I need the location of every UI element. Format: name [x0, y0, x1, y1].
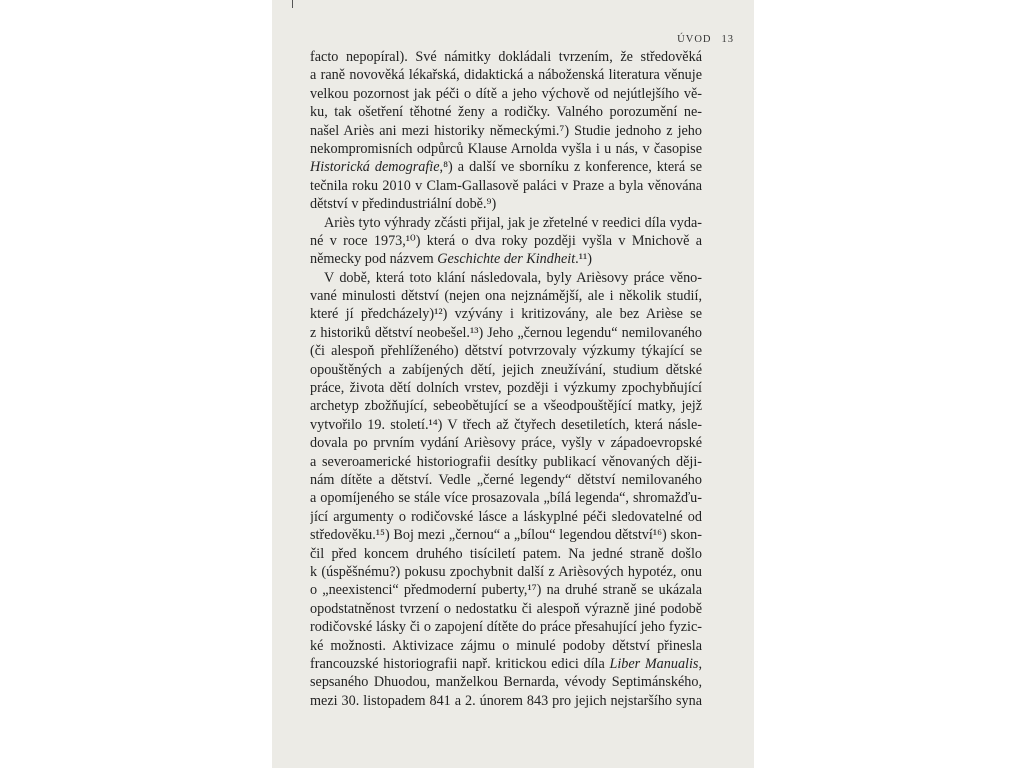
- text-line: [310, 692, 702, 710]
- text-line-content: francouzské historiografii např. kritickou edici díla Liber Manualis,: [310, 655, 702, 672]
- text-line-content: Ariès tyto výhrady zčásti přijal, jak je zřetelné v reedici díla vydа-: [324, 214, 702, 231]
- text-line-content: sepsaného Dhuodou, manželkou Bernarda, vévody Septimánského,: [310, 674, 702, 691]
- text-line-content: o „neexistenci“ předmoderní puberty,¹⁷) na druhé straně se ukázala: [310, 582, 702, 599]
- text-line-content: ku, tak ošetření těhotné ženy a rodičky. Valného porozumění ne-: [310, 104, 702, 121]
- text-line-content: dětství v předindustriální době.⁹): [310, 196, 497, 213]
- text-line: [310, 416, 702, 434]
- text-line: [310, 361, 702, 379]
- text-line: [310, 287, 702, 305]
- text-line: [310, 324, 702, 342]
- text-line-content: opodstatněnost tvrzení o nedostatku či alespoň výrazně jiné podobě: [310, 600, 702, 617]
- page-edge-mark: [292, 0, 293, 8]
- text-line-content: rodičovské lásky či o zapojení dítěte do práce přesahující jeho fyzic-: [310, 619, 702, 636]
- text-line: [310, 618, 702, 636]
- text-line: [310, 214, 702, 232]
- text-line: [310, 453, 702, 471]
- text-line: [310, 66, 702, 84]
- book-page: [272, 0, 754, 768]
- text-line-content: opouštěných a zabíjených dětí, jejich zneužívání, studium dětské: [310, 361, 702, 378]
- text-line: [310, 48, 702, 66]
- text-line-content: archetyp zbožňující, sebeobětující se a všeodpouštějící matky, jejž: [310, 398, 702, 415]
- text-line: [310, 637, 702, 655]
- text-line-content: našel Ariès ani mezi historiky německými.⁷) Studie jednoho z jeho: [310, 122, 702, 139]
- text-line: [310, 103, 702, 121]
- text-line: [310, 269, 702, 287]
- text-line-content: Historická demografie,⁸) a další ve sborníku z konference, která se: [310, 159, 702, 176]
- text-line: [310, 158, 702, 176]
- text-line: [310, 526, 702, 544]
- text-line: [310, 489, 702, 507]
- text-line: [310, 655, 702, 673]
- text-line-content: nekompromisních odpůrců Klause Arnolda vyšla i u nás, v časopise: [310, 140, 702, 157]
- text-line-content: k (úspěšnému?) pokusu zpochybnit další z Arièsových hypotéz, onu: [310, 563, 702, 580]
- text-line: [310, 85, 702, 103]
- text-line: [310, 250, 702, 268]
- text-line: [310, 195, 702, 213]
- text-line-content: a severoamerické historiografii desítky publikací věnovaných ději-: [310, 453, 702, 470]
- text-line: [310, 305, 702, 323]
- text-line-content: vané minulosti dětství (nejen ona nejznámější, ale i několik studií,: [310, 288, 702, 305]
- text-line: [310, 379, 702, 397]
- text-line: [310, 140, 702, 158]
- text-line-content: tečnila roku 2010 v Clam-Gallasově paláci v Praze a byla věnována: [310, 177, 702, 194]
- text-line: [310, 581, 702, 599]
- text-line-content: jící argumenty o rodičovské lásce a láskyplné péči sledovatelné od: [310, 508, 702, 525]
- text-line-content: vytvořilo 19. století.¹⁴) V třech až čtyřech desetiletích, která násle-: [310, 416, 702, 433]
- text-line-content: V době, která toto klání následovala, byly Arièsovy práce věno-: [324, 269, 702, 286]
- text-line: [310, 545, 702, 563]
- text-line-content: (či alespoň přehlíženého) dětství potvrzovaly výzkumy týkající se: [310, 343, 702, 360]
- text-line-content: a opomíjeného se stále více prosazovala „bílá legenda“, shromažďu-: [310, 490, 702, 507]
- text-line-content: facto nepopíral). Své námitky dokládali tvrzením, že středověká: [310, 49, 702, 65]
- page-body-text: [310, 48, 702, 710]
- text-line: [310, 508, 702, 526]
- text-line: [310, 563, 702, 581]
- text-line: [310, 232, 702, 250]
- text-line-content: které jí předcházely)¹²) vzývány i kritizovány, ale bez Arièse se: [310, 306, 702, 323]
- text-line-content: z historiků dětství neobešel.¹³) Jeho „černou legendu“ nemilovaného: [310, 324, 702, 341]
- text-line-content: velkou pozornost jak péči o dítě a jeho výchově od nejútlejšího vě-: [310, 85, 702, 102]
- text-line: [310, 471, 702, 489]
- text-line-content: středověku.¹⁵) Boj mezi „černou“ a „bílou“ legendou dětství¹⁶) skon-: [310, 527, 702, 544]
- text-line-content: ké možnosti. Aktivizace zájmu o minulé podoby dětství přinesla: [310, 637, 702, 654]
- text-line: [310, 397, 702, 415]
- text-line-content: mezi 30. listopadem 841 a 2. únorem 843 pro jejich nejstaršího syna: [310, 692, 702, 709]
- text-line: [310, 673, 702, 691]
- text-line: [310, 342, 702, 360]
- text-line-content: dovala po prvním vydání Arièsovy práce, vyšly v západoevropské: [310, 435, 702, 452]
- text-line: [310, 600, 702, 618]
- text-line-content: né v roce 1973,¹⁰) která o dva roky později vyšla v Mnichově a: [310, 232, 702, 249]
- text-line-content: nám dítěte a dětství. Vedle „černé legendy“ dětství nemilovaného: [310, 471, 702, 488]
- running-header: [677, 34, 734, 45]
- section-title: ÚVOD: [677, 34, 712, 45]
- text-line-content: čil před koncem druhého tisíciletí patem. Na jedné straně došlo: [310, 545, 702, 562]
- text-line-content: práce, života dětí dolních vrstev, později i výzkumy zpochybňující: [310, 380, 702, 397]
- text-line: [310, 177, 702, 195]
- text-line-content: a raně novověká lékařská, didaktická a náboženská literatura věnuje: [310, 67, 702, 84]
- text-line: [310, 434, 702, 452]
- page-number: 13: [721, 34, 734, 45]
- text-line-content: německy pod názvem Geschichte der Kindheit.¹¹): [310, 251, 592, 268]
- text-line: [310, 122, 702, 140]
